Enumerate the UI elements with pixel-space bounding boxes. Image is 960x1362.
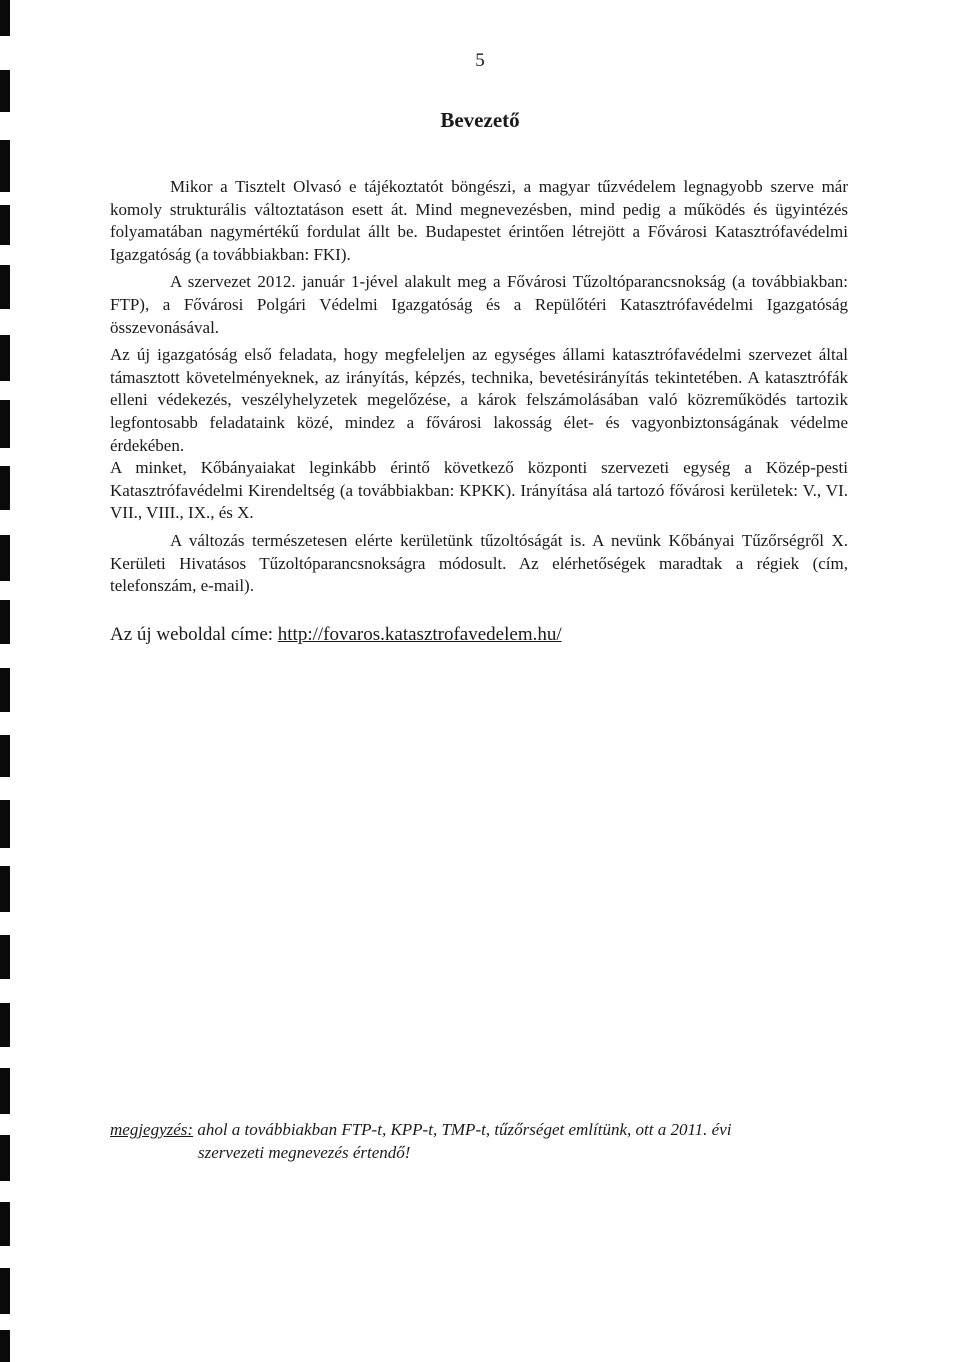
binding-mark — [0, 265, 10, 309]
binding-mark — [0, 1068, 10, 1114]
binding-mark — [0, 1330, 10, 1362]
page-title: Bevezető — [440, 108, 520, 132]
binding-mark — [0, 1202, 10, 1246]
binding-mark — [0, 600, 10, 644]
binding-mark — [0, 1268, 10, 1314]
paragraph-tasks: Az új igazgatóság első feladata, hogy megfeleljen az egységes állami katasztrófavédelmi szervezet által támasztott követelményeknek, az irányítás, képzés, technika, bevetésirányítás tekintetében. A katasztrófák elleni védekezés, veszélyhelyzetek megelőzése, a károk felszámolásában való közreműködés tartozik legfontosabb feladataink közé, mindez a fővárosi lakosság élet- és vagyonbiztonságának védelme érdekében. — [110, 345, 848, 455]
footnote-line-2: szervezeti megnevezés értendő! — [198, 1143, 411, 1162]
binding-strip — [0, 0, 14, 1362]
binding-mark — [0, 866, 10, 912]
binding-mark — [0, 335, 10, 381]
binding-mark — [0, 0, 10, 36]
footnote — [110, 1118, 848, 1164]
footnote-line-1 — [110, 1118, 848, 1141]
binding-mark — [0, 205, 10, 245]
website-link[interactable]: http://fovaros.katasztrofavedelem.hu/ — [277, 623, 562, 645]
binding-mark — [0, 668, 10, 712]
paragraph-merger: A szervezet 2012. január 1-jével alakult meg a Fővárosi Tűzoltóparancsnokság (a továbbiakban: FTP), a Fővárosi Polgári Védelmi Igazgatóság és a Repülőtéri Katasztrófavédelmi Igazgatóság összevonásával. — [110, 272, 848, 337]
binding-mark — [0, 535, 10, 581]
body-text — [110, 176, 848, 646]
footnote-text-1: ahol a továbbiakban FTP-t, KPP-t, TMP-t, tűzőrséget említünk, ott a 2011. évi — [197, 1120, 732, 1139]
page-number: 5 — [475, 50, 485, 71]
binding-mark — [0, 1135, 10, 1181]
binding-mark — [0, 400, 10, 448]
binding-mark — [0, 800, 10, 848]
binding-mark — [0, 735, 10, 777]
paragraph-intro: Mikor a Tisztelt Olvasó e tájékoztatót böngészi, a magyar tűzvédelem legnagyobb szerve már komoly strukturális változtatáson esett át. Mind megnevezésben, mind pedig a működés és ügyintézés folyamatában nagymértékű fordulat állt be. Budapestet érintően létrejött a Fővárosi Katasztrófavédelmi Igazgatóság (a továbbiakban: FKI). — [110, 177, 848, 264]
website-label: Az új weboldal címe: — [110, 623, 274, 645]
binding-mark — [0, 140, 10, 192]
binding-mark — [0, 70, 10, 112]
binding-mark — [0, 1003, 10, 1047]
binding-mark — [0, 466, 10, 510]
binding-mark — [0, 935, 10, 979]
footnote-label: megjegyzés: — [110, 1120, 194, 1139]
paragraph-kpkk: A minket, Kőbányaiakat leginkább érintő következő központi szervezeti egység a Közép-pesti Katasztrófavédelmi Kirendeltség (a továbbiakban: KPKK). Irányítása alá tartozó fővárosi kerületek: V., VI. VII., VIII., IX., és X. — [110, 458, 848, 523]
paragraph-rename: A változás természetesen elérte kerületünk tűzoltóságát is. A nevünk Kőbányai Tűzőrségről X. Kerületi Hivatásos Tűzoltóparancsnokságra módosult. Az elérhetőségek maradtak a régiek (cím, telefonszám, e-mail). — [110, 530, 848, 596]
website-line — [110, 624, 848, 647]
